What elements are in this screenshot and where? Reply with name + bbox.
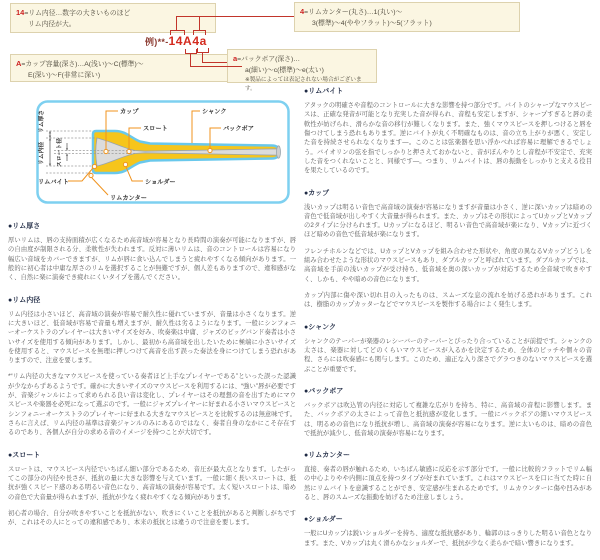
connector-line bbox=[176, 16, 177, 30]
connector-bracket bbox=[170, 30, 185, 35]
section-title: ●スロート bbox=[8, 451, 41, 459]
section-title: ●バックボア bbox=[304, 387, 344, 395]
section-paragraph: バックボアは吹込管の内径に対応して複雑な広がりを持ち、特に、高音域の音程に影響します。また、バックボアの太さによって音色と抵抗感が変化します。一般にバックボアの細いマウスピースは、明るめの音色になり抵抗が増し、高音域の演奏が容易になります。逆に太いものは、暗めの音色で抵抗が減少し、低音域の演奏が容易になります。 bbox=[304, 401, 592, 437]
legend-box-cup-volume bbox=[10, 54, 242, 82]
connector-line bbox=[190, 53, 191, 66]
legend-key-4: 4 bbox=[300, 7, 305, 16]
section-paragraph: アタックの明確さや音程のコントロールに大きな影響を持つ部分です。バイトのシャープなマウスピースは、正確な発音が可能となり充実した音が得られ、音程も安定しますが、シャープすぎると唇の柔軟性が妨げられ、滑らかな音の移行が難しくなります。また、強くマウスピースを押しつけると唇を傷つけてしまう恐れもあります。逆にバイトが丸く不明確なものは、音の立ち上がりが悪く、安定した音を持続させられなくなります―。このことは弦楽器を思い浮かべれば容易に理解できるでしょう。バイオリンの弦を指でしっかりと押さえておかないと、音がぼんやりとし音程が不安定で、充実した音をつくれないことと、同様です―。つまり、リムバイトは、唇の振動をしっかりと支える役目を果たしているのです。 bbox=[304, 102, 592, 175]
section-title: ●リム厚さ bbox=[8, 223, 41, 230]
section-paragraph: 直接、奏者の唇が触れるため、いちばん敏感に反応を示す部分です。一般に比較的フラットでリム幅の中心よりやや内側に頂点を持つタイプが好まれています。これはマウスピースを口に当てた時に自然にリムバイトを意識することができ、安定感が生まれるためです。リムカウンターに傷や凹みがあると、唇のスムーズな振動を妨げるため注意しましょう。 bbox=[304, 466, 592, 502]
section-title: ●リムカンター bbox=[304, 452, 350, 460]
section-paragraph: 厚いリムは、唇の支持面積が広くなるため高音域が容易となり長時間の演奏が可能になりますが、唇の自由度が制限される分、柔軟性が失われます。反対に薄いリムは、音のコントロールは容易になり幅広い音域をカバーできますが、リムが唇に食い込んでしまうと疲れやすくなる傾向があります。一般的に初心者は中庸な厚さのリムを選択することが無難ですが、個人差もありますので、違和感がなく、自然に楽に演奏でき疲れにくいタイプを選んでください。 bbox=[8, 237, 296, 282]
section-throat bbox=[8, 450, 296, 528]
label-rim-thickness: リム厚さ bbox=[39, 109, 45, 133]
right-column bbox=[304, 86, 592, 560]
connector-line bbox=[202, 52, 203, 62]
connector-line bbox=[190, 66, 242, 67]
left-column bbox=[8, 100, 296, 540]
label-throat: スロート bbox=[143, 125, 168, 133]
section-title: ●カップ bbox=[304, 189, 330, 197]
connector-line bbox=[199, 16, 200, 30]
label-rim-bite: リムバイト bbox=[38, 179, 69, 186]
legend-text: =カップ容量(深さ)…A(浅い)～C(標準)～ bbox=[21, 61, 144, 68]
label-throat-diameter: スロート径 bbox=[57, 138, 63, 167]
section-paragraph: リム内径は小さいほど、高音域の演奏が容易で耐久性に優れていますが、音量は小さくなります。逆に大きいほど、低音域が容易で音量も増えますが、耐久性は劣るようになります。一般にシンフォニーオーケストラのプレイヤーは大きいサイズを好み、吹奏楽は中庸、ジャズのビッグバンド奏者は小さいサイズを使用する傾向があります。しかし、最初から高音域を出したいために極端に小さいサイズを使用すると、マウスピースを無理に押しつけて高音を出す誤った奏法を身につけてしまう恐れがありますので、注意を要します。 bbox=[8, 310, 296, 365]
section-rim-contour bbox=[304, 450, 592, 502]
connector-line bbox=[199, 16, 294, 17]
legend-text: =バックボア(深さ)… bbox=[237, 56, 301, 63]
legend-note: ※製品によっては表記されない場合がございます。 bbox=[245, 77, 362, 92]
section-shoulder bbox=[304, 514, 592, 548]
legend-key-14: 14 bbox=[16, 8, 25, 17]
legend-key-a: a bbox=[233, 54, 238, 63]
legend-text-line2: リム内径が大。 bbox=[28, 20, 76, 28]
section-cup bbox=[304, 188, 592, 310]
section-paragraph: フレンチホルンなどでは、UカップとVカップを組み合わせた形状や、角度の異なるVカップどうしを組み合わせたような形状のマウスピースもあり、ダブルカップと呼ばれています。ダブルカップでは、高音域を手前の浅いカップが受け持ち、低音域を奥の深いカップが対応するため全音域で吹きやすく、しかも、やや暗めの音色になります。 bbox=[304, 247, 592, 283]
label-backbore: バックボア bbox=[223, 125, 254, 133]
section-title: ●シャンク bbox=[304, 323, 336, 331]
section-paragraph: スロートは、マウスピース内径でいちばん細い部分であるため、音圧が最大点となります。したがってこの部分の内径や長さが、抵抗の量に大きな影響を与えています。一般に細く長いスロートは、抵抗が強くスピード感のある明るい音色になり、高音域の演奏が容易です。太く短いスロートは、暗めの音色で大音量が得られますが、抵抗が少なく疲れやすくなる傾向があります。 bbox=[8, 465, 296, 501]
section-paragraph: 初心者の場合、自分が吹きやすいことを抵抗がない、吹きにくいことを抵抗があると判断しがちですが、これはその人にとっての違和感であり、本来の抵抗とは違うので注意を要します。 bbox=[8, 509, 296, 527]
legend-text-line2: 3(標準)～4(ややフラット)～5(フラット) bbox=[312, 19, 432, 27]
section-title: ●リムバイト bbox=[304, 88, 344, 95]
example-prefix: 例)**- bbox=[145, 37, 169, 47]
legend-text: =リムカンター(丸さ)…1(丸い)～ bbox=[304, 9, 403, 16]
section-paragraph: 浅いカップは明るい音色で高音域の演奏が容易になりますが音量は小さく、逆に深いカップは暗めの音色で低音域が出しやすく大音量が得られます。また、カップはその形状によってUカップとVカップの2タイプに分けられます。Uカップになるほど、明るい音色で高音域が楽になり、Vカップに近づくほど暗めの音色で低音域が楽になります。 bbox=[304, 203, 592, 239]
section-shank bbox=[304, 322, 592, 374]
section-rim-thickness bbox=[8, 221, 296, 283]
legend-text-line2: E(深い)～F(非常に深い) bbox=[28, 71, 101, 79]
section-paragraph: カップ内部に傷や深い切れ目の入ったものは、スムーズな息の流れを妨げる恐れがあります。これは、樹脂のカップカッターなどでマウスピースを製作する場合によく発生します。 bbox=[304, 292, 592, 309]
connector-bracket bbox=[197, 48, 209, 53]
section-title: ●ショルダー bbox=[304, 516, 343, 524]
section-rim-inner-diameter bbox=[8, 295, 296, 438]
legend-box-rim-diameter bbox=[10, 3, 216, 33]
section-paragraph: 一般にUカップは鋭いショルダーを持ち、適度な抵抗感があり、輪郭のはっきりした明るい音色となります。また、Vカップは丸く滑らかなショルダーで、抵抗が少なく柔らかで暗い響きになります。 bbox=[304, 530, 592, 547]
legend-box-rim-contour bbox=[294, 2, 520, 32]
section-paragraph: シャンクのテーパーが楽器のレシーバーのテーパーとぴったり合っていることが前提です。シャンクの太さは、楽器に対してどのくらいマウスピースが入るかを決定するため、全体のピッチや個々の音程、さらには吹奏感にも関与します。このため、適正な入り深さでグラつきのないマウスピースを選ぶことが重要です。 bbox=[304, 337, 592, 373]
section-paragraph: *“リム内径の大きなマウスピースを使っている奏者ほど上手なプレイヤーである”といった誤った認識が少なからずあるようです。確かに大きいサイズのマウスピースを利用するには、“強い”唇が必要ですが、音楽ジャンルによって求められる良い音は変化し、プレイヤーはその理想の音を出すためにマウスピースや楽器を必死になって選ぶのです。一般にジャズプレイヤーに好まれる小さいマウスピースとシンフォニーオーケストラのプレイヤーに好まれる大きなマウスピースとを比較するのは無意味です。さらに言えば、リム内径の基準は音楽ジャンルのみにあるのではなく、奏者自身のなかにこそ存在するのであり、各個人が自分の求める音のイメージを持つことが大切です。 bbox=[8, 373, 296, 437]
example-code: 14A4a bbox=[168, 34, 207, 48]
connector-bracket bbox=[193, 30, 206, 35]
shank-end-face bbox=[277, 146, 281, 158]
section-title: ●リム内径 bbox=[8, 296, 41, 304]
mouthpiece-diagram bbox=[36, 100, 290, 204]
label-cup: カップ bbox=[120, 108, 139, 116]
section-rim-bite bbox=[304, 86, 592, 176]
legend-key-A: A bbox=[16, 59, 22, 68]
label-rim-inner-diameter: リム内径 bbox=[39, 141, 45, 165]
legend-text-line2: a(細い)～c(標準)～e(太い) bbox=[245, 66, 324, 74]
label-shoulder: ショルダー bbox=[145, 179, 176, 186]
label-shank: シャンク bbox=[202, 108, 227, 116]
example-model-code bbox=[145, 34, 207, 48]
section-backbore bbox=[304, 386, 592, 438]
connector-line bbox=[202, 62, 227, 63]
connector-bracket bbox=[185, 49, 197, 54]
label-rim-contour: リムカンター bbox=[110, 195, 147, 202]
legend-text: =リム内径…数字の大きいものほど bbox=[24, 10, 131, 17]
